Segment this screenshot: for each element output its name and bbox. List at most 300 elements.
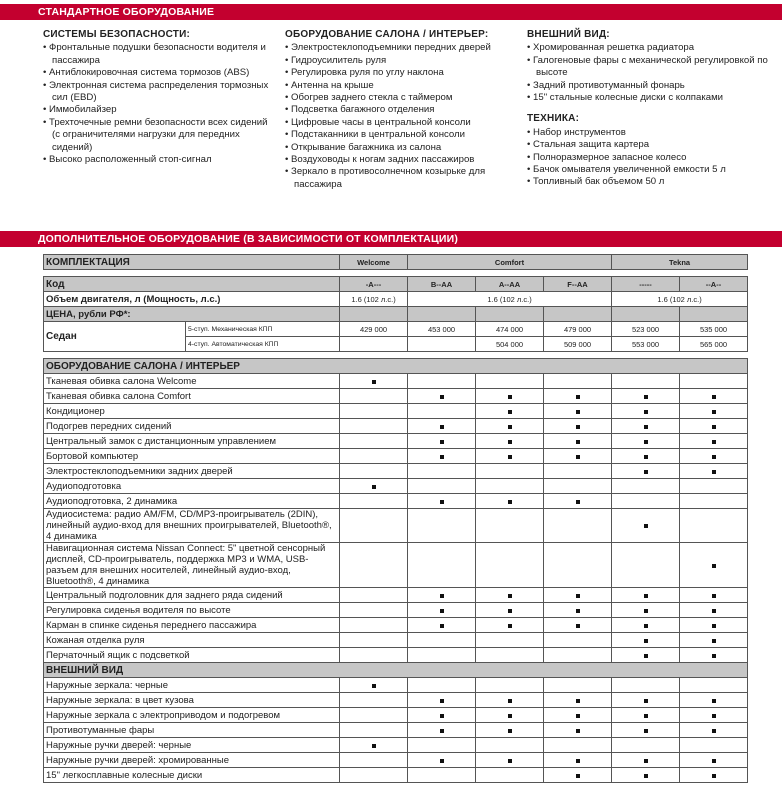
included-marker xyxy=(712,654,716,658)
availability-cell xyxy=(544,434,612,449)
included-marker xyxy=(440,594,444,598)
availability-cell xyxy=(408,693,476,708)
included-marker xyxy=(440,609,444,613)
included-marker xyxy=(508,500,512,504)
availability-cell xyxy=(476,723,544,738)
feature-row xyxy=(44,768,748,783)
availability-cell xyxy=(612,543,680,588)
availability-cell xyxy=(340,603,408,618)
included-marker xyxy=(712,759,716,763)
engine-cell: 1.6 (102 л.с.) xyxy=(340,292,408,307)
feature-row xyxy=(44,708,748,723)
availability-cell xyxy=(544,753,612,768)
feature-label: Аудиосистема: радио AM/FM, CD/MP3-проигрыватель (2DIN), линейный аудио-вход для внешних проигрывателей, Bluetooth®, 4 динамика xyxy=(44,509,340,543)
availability-cell xyxy=(680,464,748,479)
availability-cell xyxy=(680,374,748,389)
included-marker xyxy=(712,624,716,628)
included-marker xyxy=(576,774,580,778)
availability-cell xyxy=(612,738,680,753)
availability-cell xyxy=(680,618,748,633)
feature-row xyxy=(44,389,748,404)
included-marker xyxy=(576,500,580,504)
availability-cell xyxy=(544,693,612,708)
availability-cell xyxy=(544,708,612,723)
list-item: • Антиблокировочная система тормозов (ABS) xyxy=(43,67,273,79)
included-marker xyxy=(644,654,648,658)
availability-cell xyxy=(476,404,544,419)
availability-cell xyxy=(476,738,544,753)
availability-cell xyxy=(340,618,408,633)
availability-cell xyxy=(408,374,476,389)
availability-cell xyxy=(544,618,612,633)
safety-title: СИСТЕМЫ БЕЗОПАСНОСТИ: xyxy=(43,29,191,40)
availability-cell xyxy=(680,708,748,723)
feature-row xyxy=(44,543,748,588)
availability-cell xyxy=(340,588,408,603)
availability-cell xyxy=(612,753,680,768)
availability-cell xyxy=(476,449,544,464)
interior-title: ОБОРУДОВАНИЕ САЛОНА / ИНТЕРЬЕР: xyxy=(285,29,489,40)
availability-cell xyxy=(340,464,408,479)
included-marker xyxy=(644,639,648,643)
feature-label: Наружные ручки дверей: черные xyxy=(44,738,340,753)
availability-cell xyxy=(340,768,408,783)
optional-equipment-band: ДОПОЛНИТЕЛЬНОЕ ОБОРУДОВАНИЕ (В ЗАВИСИМОСТИ ОТ КОМПЛЕКТАЦИИ) xyxy=(0,231,782,247)
included-marker xyxy=(576,729,580,733)
engine-label: Объем двигателя, л (Мощность, л.с.) xyxy=(44,292,340,307)
included-marker xyxy=(508,395,512,399)
availability-cell xyxy=(408,419,476,434)
list-item: • Набор инструментов xyxy=(527,127,777,139)
included-marker xyxy=(712,714,716,718)
included-marker xyxy=(440,500,444,504)
interior-list xyxy=(285,42,515,191)
included-marker xyxy=(508,410,512,414)
feature-row xyxy=(44,618,748,633)
included-marker xyxy=(644,455,648,459)
availability-cell xyxy=(680,588,748,603)
availability-cell xyxy=(476,753,544,768)
availability-cell xyxy=(340,678,408,693)
exterior-title: ВНЕШНИЙ ВИД: xyxy=(527,29,610,40)
availability-cell xyxy=(408,603,476,618)
interior-column xyxy=(285,29,515,191)
code-row xyxy=(44,277,748,292)
availability-cell xyxy=(544,648,612,663)
feature-label: Аудиоподготовка xyxy=(44,479,340,494)
price-cell xyxy=(408,337,476,352)
availability-cell xyxy=(476,479,544,494)
included-marker xyxy=(576,440,580,444)
availability-cell xyxy=(612,618,680,633)
availability-cell xyxy=(476,464,544,479)
included-marker xyxy=(644,729,648,733)
availability-cell xyxy=(408,449,476,464)
included-marker xyxy=(508,624,512,628)
code-cell: B--AA xyxy=(408,277,476,292)
feature-label: Бортовой компьютер xyxy=(44,449,340,464)
trim-tekna: Tekna xyxy=(612,255,748,270)
feature-label: Подогрев передних сидений xyxy=(44,419,340,434)
availability-cell xyxy=(680,633,748,648)
trim-welcome: Welcome xyxy=(340,255,408,270)
availability-cell xyxy=(544,464,612,479)
availability-cell xyxy=(612,479,680,494)
included-marker xyxy=(644,410,648,414)
section-header-row xyxy=(44,359,748,374)
included-marker xyxy=(712,564,716,568)
list-item: • Обогрев заднего стекла с таймером xyxy=(285,92,515,104)
availability-cell xyxy=(408,618,476,633)
standard-equipment-band: СТАНДАРТНОЕ ОБОРУДОВАНИЕ xyxy=(0,4,782,20)
availability-cell xyxy=(680,449,748,464)
list-item: • Полноразмерное запасное колесо xyxy=(527,152,777,164)
price-cell: 429 000 xyxy=(340,322,408,337)
code-cell: --A-- xyxy=(680,277,748,292)
availability-cell xyxy=(612,633,680,648)
feature-label: Электростеклоподъемники задних дверей xyxy=(44,464,340,479)
availability-cell xyxy=(476,494,544,509)
availability-cell xyxy=(680,753,748,768)
availability-cell xyxy=(408,509,476,543)
list-item: • Электростеклоподъемники передних дверей xyxy=(285,42,515,54)
list-item: • Трехточечные ремни безопасности всех сидений (с ограничителями нагрузки для передних сидений) xyxy=(43,117,273,154)
included-marker xyxy=(508,594,512,598)
availability-cell xyxy=(612,678,680,693)
included-marker xyxy=(644,609,648,613)
included-marker xyxy=(576,455,580,459)
availability-cell xyxy=(340,434,408,449)
availability-cell xyxy=(340,723,408,738)
availability-cell xyxy=(544,389,612,404)
price-cell: 453 000 xyxy=(408,322,476,337)
price-cell: 474 000 xyxy=(476,322,544,337)
availability-cell xyxy=(340,389,408,404)
availability-cell xyxy=(612,693,680,708)
feature-row xyxy=(44,419,748,434)
feature-label: Аудиоподготовка, 2 динамика xyxy=(44,494,340,509)
feature-row xyxy=(44,374,748,389)
list-item: • Бачок омывателя увеличенной емкости 5 л xyxy=(527,164,777,176)
section-title: ВНЕШНИЙ ВИД xyxy=(44,663,748,678)
availability-cell xyxy=(476,648,544,663)
included-marker xyxy=(712,395,716,399)
feature-label: Кожаная отделка руля xyxy=(44,633,340,648)
availability-cell xyxy=(680,723,748,738)
availability-cell xyxy=(544,479,612,494)
availability-cell xyxy=(340,738,408,753)
feature-row xyxy=(44,404,748,419)
list-item: • Галогеновые фары с механической регулировкой по высоте xyxy=(527,55,777,80)
list-item: • Зеркало в противосолнечном козырьке для пассажира xyxy=(285,166,515,191)
price-cell: 504 000 xyxy=(476,337,544,352)
availability-cell xyxy=(340,494,408,509)
included-marker xyxy=(440,759,444,763)
availability-cell xyxy=(544,404,612,419)
included-marker xyxy=(576,594,580,598)
feature-row xyxy=(44,603,748,618)
availability-cell xyxy=(680,479,748,494)
included-marker xyxy=(644,395,648,399)
availability-cell xyxy=(476,509,544,543)
list-item: • Высоко расположенный стоп-сигнал xyxy=(43,154,273,166)
included-marker xyxy=(440,395,444,399)
code-label: Код xyxy=(44,277,340,292)
included-marker xyxy=(440,624,444,628)
safety-column xyxy=(43,29,273,166)
included-marker xyxy=(508,425,512,429)
feature-row xyxy=(44,464,748,479)
availability-cell xyxy=(476,708,544,723)
included-marker xyxy=(576,699,580,703)
availability-cell xyxy=(544,419,612,434)
included-marker xyxy=(440,714,444,718)
included-marker xyxy=(372,380,376,384)
list-item: • Стальная защита картера xyxy=(527,139,777,151)
feature-label: Перчаточный ящик с подсветкой xyxy=(44,648,340,663)
included-marker xyxy=(372,485,376,489)
included-marker xyxy=(712,455,716,459)
availability-cell xyxy=(612,588,680,603)
technics-list xyxy=(527,127,777,189)
body-label: Седан xyxy=(44,322,186,352)
availability-cell xyxy=(680,678,748,693)
included-marker xyxy=(712,609,716,613)
feature-label: Карман в спинке сиденья переднего пассажира xyxy=(44,618,340,633)
availability-cell xyxy=(408,588,476,603)
availability-cell xyxy=(612,494,680,509)
included-marker xyxy=(508,609,512,613)
price-label: ЦЕНА, рубли РФ*: xyxy=(44,307,340,322)
price-cell: 479 000 xyxy=(544,322,612,337)
included-marker xyxy=(440,440,444,444)
code-cell: A--AA xyxy=(476,277,544,292)
list-item: • Фронтальные подушки безопасности водителя и пассажира xyxy=(43,42,273,67)
included-marker xyxy=(644,699,648,703)
availability-cell xyxy=(340,419,408,434)
gearbox-automatic-label: 4-ступ. Автоматическая КПП xyxy=(186,337,340,352)
list-item: • Цифровые часы в центральной консоли xyxy=(285,117,515,129)
exterior-list xyxy=(527,42,777,104)
availability-cell xyxy=(340,648,408,663)
availability-cell xyxy=(680,693,748,708)
list-item: • Задний противотуманный фонарь xyxy=(527,80,777,92)
availability-cell xyxy=(680,404,748,419)
feature-row xyxy=(44,633,748,648)
included-marker xyxy=(644,524,648,528)
availability-cell xyxy=(408,479,476,494)
availability-cell xyxy=(408,678,476,693)
code-cell: ----- xyxy=(612,277,680,292)
included-marker xyxy=(372,744,376,748)
price-cell: 553 000 xyxy=(612,337,680,352)
feature-label: Навигационная система Nissan Connect: 5" цветной сенсорный дисплей, CD-проигрыватель, поддержка MP3 и WMA, USB-разъем для внешних носителей, линейный аудио-вход, Bluetooth®, 4 динамика xyxy=(44,543,340,588)
included-marker xyxy=(644,440,648,444)
safety-list xyxy=(43,42,273,166)
included-marker xyxy=(712,699,716,703)
included-marker xyxy=(508,455,512,459)
availability-cell xyxy=(544,509,612,543)
availability-cell xyxy=(612,708,680,723)
included-marker xyxy=(712,440,716,444)
availability-cell xyxy=(408,434,476,449)
price-cell: 509 000 xyxy=(544,337,612,352)
availability-cell xyxy=(408,738,476,753)
availability-cell xyxy=(408,389,476,404)
included-marker xyxy=(712,425,716,429)
availability-cell xyxy=(544,633,612,648)
list-item: • Электронная система распределения тормозных сил (EBD) xyxy=(43,80,273,105)
availability-cell xyxy=(680,509,748,543)
availability-cell xyxy=(340,404,408,419)
included-marker xyxy=(576,395,580,399)
availability-cell xyxy=(408,404,476,419)
list-item: • Подстаканники в центральной консоли xyxy=(285,129,515,141)
availability-cell xyxy=(340,708,408,723)
feature-label: Тканевая обивка салона Welcome xyxy=(44,374,340,389)
included-marker xyxy=(372,684,376,688)
feature-label: Наружные зеркала: в цвет кузова xyxy=(44,693,340,708)
availability-cell xyxy=(612,374,680,389)
included-marker xyxy=(440,455,444,459)
included-marker xyxy=(644,470,648,474)
availability-cell xyxy=(476,603,544,618)
availability-cell xyxy=(476,618,544,633)
feature-row xyxy=(44,509,748,543)
availability-cell xyxy=(612,723,680,738)
feature-label: Наружные ручки дверей: хромированные xyxy=(44,753,340,768)
feature-row xyxy=(44,479,748,494)
included-marker xyxy=(576,609,580,613)
included-marker xyxy=(712,639,716,643)
trim-label: КОМПЛЕКТАЦИЯ xyxy=(44,255,340,270)
code-cell: F--AA xyxy=(544,277,612,292)
availability-cell xyxy=(476,434,544,449)
included-marker xyxy=(712,594,716,598)
availability-cell xyxy=(680,603,748,618)
included-marker xyxy=(440,699,444,703)
availability-cell xyxy=(476,768,544,783)
availability-cell xyxy=(544,449,612,464)
availability-cell xyxy=(544,678,612,693)
availability-cell xyxy=(680,768,748,783)
availability-cell xyxy=(612,648,680,663)
included-marker xyxy=(712,470,716,474)
feature-row xyxy=(44,738,748,753)
trim-comfort: Comfort xyxy=(408,255,612,270)
availability-cell xyxy=(340,693,408,708)
availability-cell xyxy=(408,753,476,768)
feature-row xyxy=(44,678,748,693)
availability-cell xyxy=(476,588,544,603)
feature-row xyxy=(44,588,748,603)
included-marker xyxy=(644,624,648,628)
availability-cell xyxy=(340,449,408,464)
included-marker xyxy=(576,425,580,429)
availability-cell xyxy=(612,449,680,464)
included-marker xyxy=(644,714,648,718)
availability-cell xyxy=(680,543,748,588)
availability-cell xyxy=(544,543,612,588)
availability-cell xyxy=(408,633,476,648)
trim-header-row xyxy=(44,255,748,270)
list-item: • Гидроусилитель руля xyxy=(285,55,515,67)
availability-cell xyxy=(544,723,612,738)
availability-cell xyxy=(408,543,476,588)
feature-label: Центральный подголовник для заднего ряда сидений xyxy=(44,588,340,603)
included-marker xyxy=(644,759,648,763)
availability-cell xyxy=(680,494,748,509)
engine-cell: 1.6 (102 л.с.) xyxy=(408,292,612,307)
availability-cell xyxy=(476,678,544,693)
spacer-row xyxy=(44,270,748,277)
feature-label: Кондиционер xyxy=(44,404,340,419)
included-marker xyxy=(712,729,716,733)
section-header-row xyxy=(44,663,748,678)
included-marker xyxy=(644,425,648,429)
feature-row xyxy=(44,753,748,768)
spacer-row xyxy=(44,352,748,359)
feature-row xyxy=(44,723,748,738)
availability-cell xyxy=(408,768,476,783)
availability-cell xyxy=(544,738,612,753)
price-row-manual xyxy=(44,322,748,337)
feature-row xyxy=(44,494,748,509)
feature-row xyxy=(44,449,748,464)
included-marker xyxy=(508,714,512,718)
included-marker xyxy=(508,759,512,763)
availability-cell xyxy=(340,479,408,494)
availability-cell xyxy=(408,708,476,723)
availability-cell xyxy=(612,509,680,543)
feature-label: Центральный замок с дистанционным управлением xyxy=(44,434,340,449)
included-marker xyxy=(712,774,716,778)
availability-cell xyxy=(476,633,544,648)
availability-cell xyxy=(680,648,748,663)
included-marker xyxy=(508,440,512,444)
availability-cell xyxy=(476,389,544,404)
included-marker xyxy=(712,410,716,414)
availability-cell xyxy=(476,374,544,389)
feature-label: Наружные зеркала с электроприводом и подогревом xyxy=(44,708,340,723)
availability-cell xyxy=(544,603,612,618)
list-item: • 15" стальные колесные диски с колпаками xyxy=(527,92,777,104)
availability-cell xyxy=(680,419,748,434)
included-marker xyxy=(644,594,648,598)
availability-cell xyxy=(408,464,476,479)
availability-cell xyxy=(612,434,680,449)
included-marker xyxy=(508,729,512,733)
list-item: • Открывание багажника из салона xyxy=(285,142,515,154)
included-marker xyxy=(644,774,648,778)
list-item: • Антенна на крыше xyxy=(285,80,515,92)
availability-cell xyxy=(680,738,748,753)
section-title: ОБОРУДОВАНИЕ САЛОНА / ИНТЕРЬЕР xyxy=(44,359,748,374)
gearbox-manual-label: 5-ступ. Механическая КПП xyxy=(186,322,340,337)
availability-cell xyxy=(408,494,476,509)
availability-cell xyxy=(340,543,408,588)
price-cell: 565 000 xyxy=(680,337,748,352)
feature-label: Противотуманные фары xyxy=(44,723,340,738)
list-item: • Топливный бак объемом 50 л xyxy=(527,176,777,188)
included-marker xyxy=(508,699,512,703)
included-marker xyxy=(576,759,580,763)
availability-cell xyxy=(544,768,612,783)
feature-label: 15" легкосплавные колесные диски xyxy=(44,768,340,783)
availability-cell xyxy=(476,543,544,588)
feature-label: Наружные зеркала: черные xyxy=(44,678,340,693)
exterior-column xyxy=(527,29,777,189)
